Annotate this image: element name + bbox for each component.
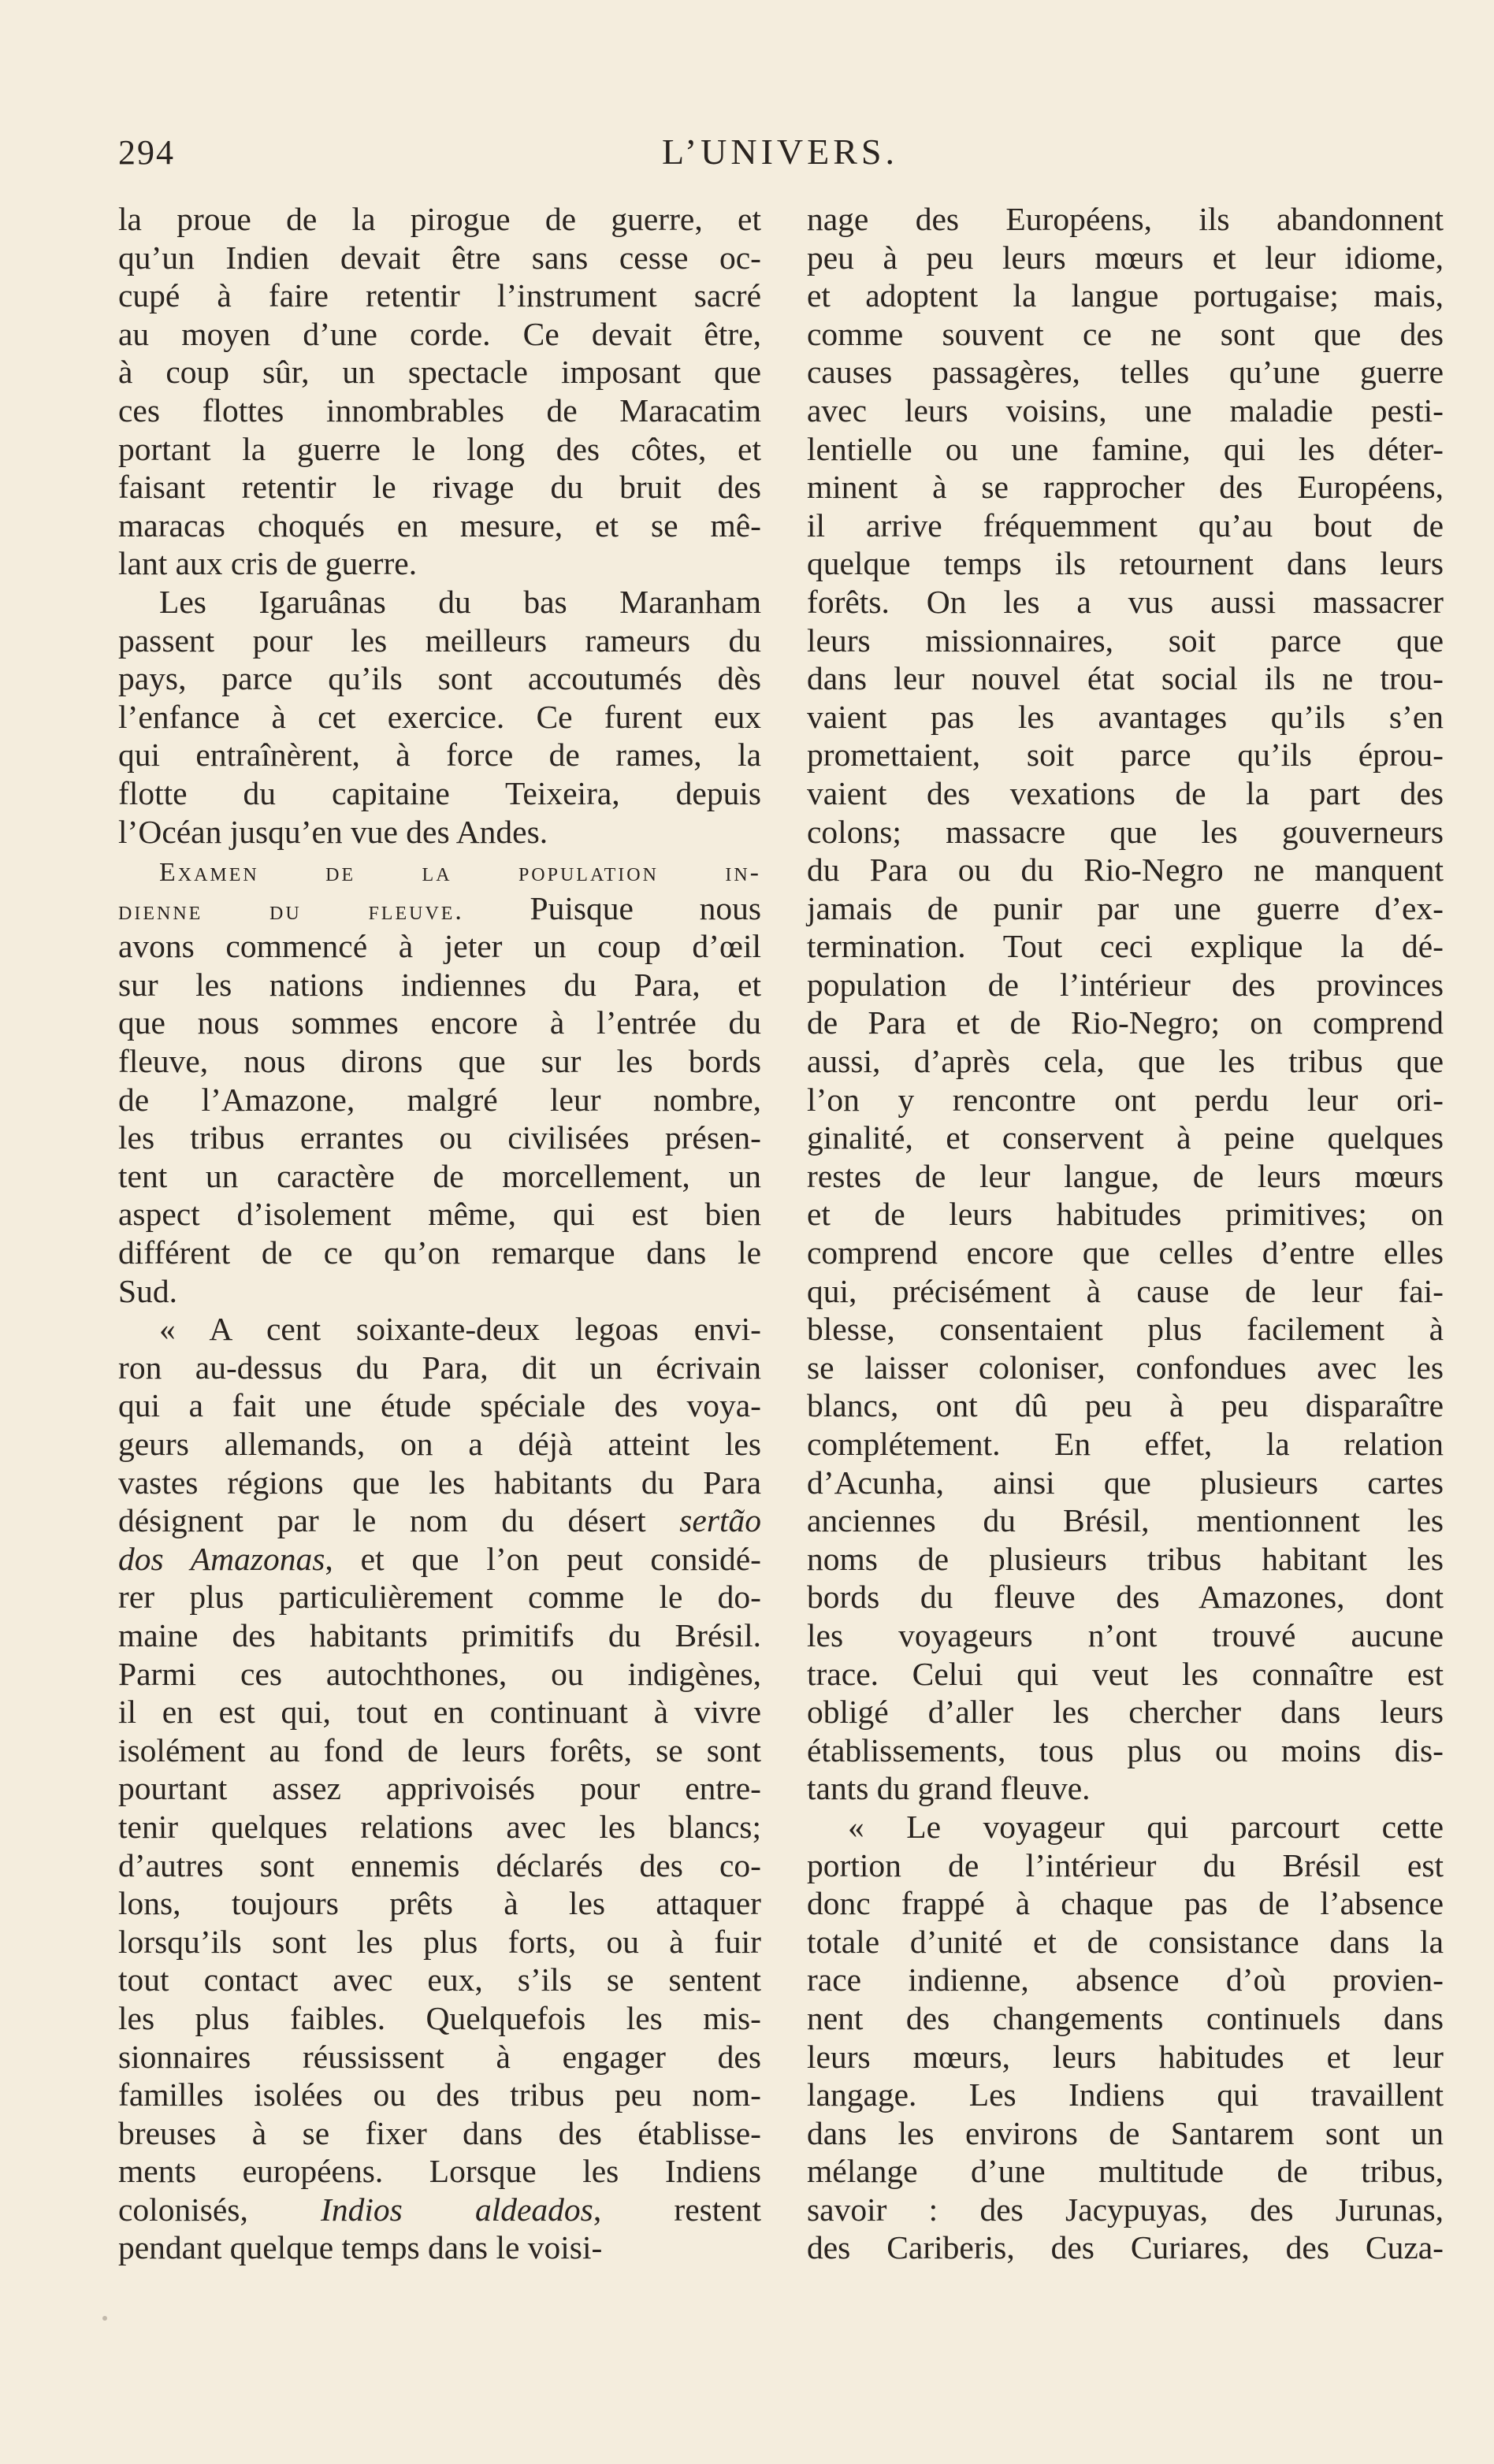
paper-speck: [102, 2316, 107, 2321]
text-line: ments européens. Lorsque les Indiens: [118, 2153, 761, 2190]
text-line: leurs mœurs, leurs habitudes et leur: [807, 2038, 1444, 2075]
text-line: familles isolées ou des tribus peu nom-: [118, 2076, 761, 2113]
text-line: de Para et de Rio-Negro; on comprend: [807, 1004, 1444, 1041]
text-line: avec leurs voisins, une maladie pesti-: [807, 391, 1444, 429]
text-line: vaient pas les avantages qu’ils s’en: [807, 698, 1444, 735]
text-line: quelque temps ils retournent dans leurs: [807, 545, 1444, 582]
section-heading-line-1: [118, 851, 761, 889]
text-line: dans les environs de Santarem sont un: [807, 2114, 1444, 2151]
text-line: mélange d’une multitude de tribus,: [807, 2153, 1444, 2190]
left-column-body: [118, 927, 761, 1501]
text-line: la proue de la pirogue de guerre, et: [118, 201, 761, 237]
text-line: l’Océan jusqu’en vue des Andes.: [118, 813, 548, 850]
right-column-paragraph-2: [807, 1808, 1444, 2267]
text-line: dans leur nouvel état social ils ne trou-: [807, 660, 1444, 697]
line-indios: [118, 2191, 761, 2229]
text-line: rer plus particulièrement comme le do-: [118, 1579, 761, 1616]
italic-indios: Indios aldeados: [321, 2191, 593, 2228]
running-title: L’UNIVERS.: [661, 132, 899, 172]
text-line: maine des habitants primitifs du Brésil.: [118, 1616, 761, 1653]
text-line: race indienne, absence d’où provien-: [807, 1961, 1444, 1998]
text-line: promettaient, soit parce qu’ils éprou-: [807, 737, 1444, 774]
section-heading-end: dienne du fleuve.: [118, 896, 464, 926]
text-line: comprend encore que celles d’entre elles: [807, 1234, 1444, 1271]
after-amazonas: , et que l’on peut considé-: [325, 1540, 761, 1577]
right-column-paragraph-1: [807, 200, 1444, 1808]
text-line: tent un caractère de morcellement, un: [118, 1157, 761, 1194]
text-line: les tribus errantes ou civilisées présen-: [118, 1119, 761, 1156]
text-line: portant la guerre le long des côtes, et: [118, 430, 761, 467]
text-line: forêts. On les a vus aussi massacrer: [807, 583, 1444, 620]
text-line: obligé d’aller les chercher dans leurs: [807, 1694, 1444, 1731]
text-line: qu’un Indien devait être sans cesse oc-: [118, 239, 761, 276]
text-line: fleuve, nous dirons que sur les bords: [118, 1043, 761, 1080]
page-number: 294: [118, 133, 175, 172]
text-line: langage. Les Indiens qui travaillent: [807, 2076, 1444, 2113]
text-line: breuses à se fixer dans des établisse-: [118, 2114, 761, 2151]
text-line: et de leurs habitudes primitives; on: [807, 1196, 1444, 1233]
text-line: Parmi ces autochthones, ou indigènes,: [118, 1655, 761, 1692]
text-line: bords du fleuve des Amazones, dont: [807, 1579, 1444, 1616]
heading-continuation: Puisque nous: [463, 889, 761, 926]
text-line: sur les nations indiennes du Para, et: [118, 966, 761, 1003]
text-line: différent de ce qu’on remarque dans le: [118, 1234, 761, 1271]
text-line: l’on y rencontre ont perdu leur ori-: [807, 1081, 1444, 1118]
text-line: anciennes du Brésil, mentionnent les: [807, 1502, 1444, 1539]
text-line: colons; massacre que les gouverneurs: [807, 813, 1444, 850]
text-line: peu à peu leurs mœurs et leur idiome,: [807, 239, 1444, 276]
text-line: Sud.: [118, 1272, 177, 1309]
text-line: au moyen d’une corde. Ce devait être,: [118, 315, 761, 352]
text-line: « A cent soixante-deux legoas envi-: [159, 1311, 761, 1348]
text-line: restes de leur langue, de leurs mœurs: [807, 1157, 1444, 1194]
text-line: du Para ou du Rio-Negro ne manquent: [807, 852, 1444, 889]
text-line: noms de plusieurs tribus habitant les: [807, 1540, 1444, 1577]
text-line: aussi, d’après cela, que les tribus que: [807, 1043, 1444, 1080]
text-line: tout contact avec eux, s’ils se sentent: [118, 1961, 761, 1998]
text-line: blesse, consentaient plus facilement à: [807, 1311, 1444, 1348]
text-line: trace. Celui qui veut les connaître est: [807, 1655, 1444, 1692]
left-column-final: [118, 1578, 761, 2191]
text-line: savoir : des Jacypuyas, des Jurunas,: [807, 2191, 1444, 2228]
text-line: sionnaires réussissent à engager des: [118, 2038, 761, 2075]
text-line: des Cariberis, des Curiares, des Cuza-: [807, 2229, 1444, 2266]
text-line: nent des changements continuels dans: [807, 1999, 1444, 2036]
text-line: les voyageurs n’ont trouvé aucune: [807, 1616, 1444, 1653]
text-line: lorsqu’ils sont les plus forts, ou à fuir: [118, 1923, 761, 1960]
text-line: ginalité, et conservent à peine quelques: [807, 1119, 1444, 1156]
text-line: que nous sommes encore à l’entrée du: [118, 1004, 761, 1041]
text-line: blancs, ont dû peu à peu disparaître: [807, 1387, 1444, 1424]
text-line: Les Igaruânas du bas Maranham: [159, 583, 761, 620]
line-with-italics: [118, 1501, 761, 1540]
text-line: il en est qui, tout en continuant à vivre: [118, 1694, 761, 1731]
text-line: les plus faibles. Quelquefois les mis-: [118, 1999, 761, 2036]
text-line: vastes régions que les habitants du Para: [118, 1464, 761, 1501]
text-line: qui a fait une étude spéciale des voya-: [118, 1387, 761, 1424]
after-indios: , restent: [593, 2191, 761, 2228]
text-line: tenir quelques relations avec les blancs;: [118, 1808, 761, 1845]
text-line: l’enfance à cet exercice. Ce furent eux: [118, 698, 761, 735]
text-line: leurs missionnaires, soit parce que: [807, 622, 1444, 659]
text-line: tants du grand fleuve.: [807, 1770, 1091, 1807]
text-line: portion de l’intérieur du Brésil est: [807, 1846, 1444, 1883]
left-column: [118, 200, 761, 2267]
text-line: faisant retentir le rivage du bruit des: [118, 469, 761, 506]
text-line: de l’Amazone, malgré leur nombre,: [118, 1081, 761, 1118]
text-line: cupé à faire retentir l’instrument sacré: [118, 277, 761, 314]
text-line-fragment: désignent par le nom du désert: [118, 1502, 680, 1539]
text-line: « Le voyageur qui parcourt cette: [848, 1808, 1444, 1845]
text-line: vaient des vexations de la part des: [807, 774, 1444, 811]
section-heading-line-2: [118, 889, 761, 928]
text-line: ces flottes innombrables de Maracatim: [118, 391, 761, 429]
text-line: avons commencé à jeter un coup d’œil: [118, 928, 761, 965]
line-with-italics-2: [118, 1540, 761, 1579]
text-line: ron au-dessus du Para, dit un écrivain: [118, 1349, 761, 1386]
text-line: isolément au fond de leurs forêts, se sont: [118, 1731, 761, 1768]
text-line: à coup sûr, un spectacle imposant que: [118, 354, 761, 391]
text-line-fragment: colonisés,: [118, 2191, 321, 2228]
text-line: qui entraînèrent, à force de rames, la: [118, 737, 761, 774]
text-line: nage des Européens, ils abandonnent: [807, 201, 1444, 237]
text-line: aspect d’isolement même, qui est bien: [118, 1196, 761, 1233]
text-line: et adoptent la langue portugaise; mais,: [807, 277, 1444, 314]
text-line: jamais de punir par une guerre d’ex-: [807, 889, 1444, 926]
text-line: d’Acunha, ainsi que plusieurs cartes: [807, 1464, 1444, 1501]
text-line: d’autres sont ennemis déclarés des co-: [118, 1846, 761, 1883]
text-line: comme souvent ce ne sont que des: [807, 315, 1444, 352]
text-line: lentielle ou une famine, qui les déter-: [807, 430, 1444, 467]
text-line: pourtant assez apprivoisés pour entre-: [118, 1770, 761, 1807]
text-line: complétement. En effet, la relation: [807, 1426, 1444, 1462]
text-line: il arrive fréquemment qu’au bout de: [807, 507, 1444, 544]
text-line: geurs allemands, on a déjà atteint les: [118, 1426, 761, 1462]
italic-sertao: sertão: [679, 1502, 761, 1539]
italic-amazonas: dos Amazonas: [118, 1540, 325, 1577]
page-header: [118, 126, 1442, 181]
left-last-line: pendant quelque temps dans le voisi-: [118, 2229, 603, 2266]
left-column-paragraphs: [118, 200, 761, 851]
section-heading: Examen de la population in-: [159, 858, 761, 888]
text-line: maracas choqués en mesure, et se mê-: [118, 507, 761, 544]
text-line: population de l’intérieur des provinces: [807, 966, 1444, 1003]
text-line: totale d’unité et de consistance dans la: [807, 1923, 1444, 1960]
text-line: lons, toujours prêts à les attaquer: [118, 1885, 761, 1922]
text-line: établissements, tous plus ou moins dis-: [807, 1731, 1444, 1768]
text-line: lant aux cris de guerre.: [118, 545, 418, 582]
text-line: flotte du capitaine Teixeira, depuis: [118, 774, 761, 811]
text-line: passent pour les meilleurs rameurs du: [118, 622, 761, 659]
text-line: donc frappé à chaque pas de l’absence: [807, 1885, 1444, 1922]
text-line: se laisser coloniser, confondues avec les: [807, 1349, 1444, 1386]
text-line: causes passagères, telles qu’une guerre: [807, 354, 1444, 391]
text-line: pays, parce qu’ils sont accoutumés dès: [118, 660, 761, 697]
right-column: [807, 200, 1444, 2267]
text-line: qui, précisément à cause de leur fai-: [807, 1272, 1444, 1309]
text-line: minent à se rapprocher des Européens,: [807, 469, 1444, 506]
text-line: termination. Tout ceci explique la dé-: [807, 928, 1444, 965]
